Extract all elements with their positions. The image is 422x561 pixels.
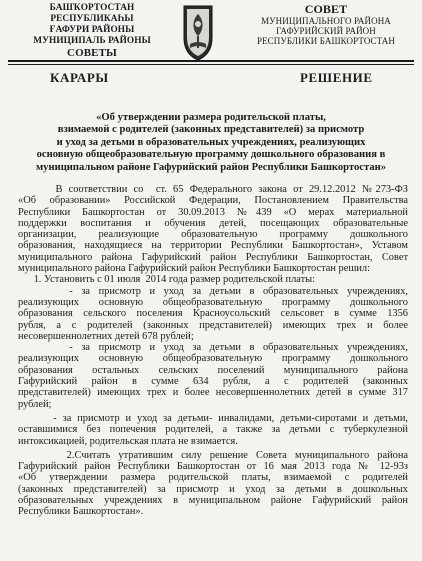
body-line: муниципального района Гафурийский район Республики Башкортостан решил:: [18, 263, 370, 275]
title-line: основную общеобразовательную программу дошкольного образования в: [36, 149, 386, 161]
title-line: «Об утверждении размера родительской платы,: [96, 112, 326, 123]
document-title: [30, 112, 392, 174]
body-line: Гафурийский район в сумме 634 рубля, а с родителей (законных: [18, 376, 408, 388]
body-line: организации, реализующие образовательную программу дошкольного: [18, 229, 408, 241]
body-line: Республики Башкортостан от 30.09.2013 №439 «О мерах материальной: [18, 206, 408, 218]
header-right-line: МУНИЦИПАЛЬНОГО РАЙОНА: [261, 16, 391, 26]
body-line: - за присмотр и уход за детьми в образовательных учреждениях,: [18, 342, 408, 354]
body-line: интоксикацией, родительская плата не взимается.: [18, 435, 238, 447]
header-right-line: ГАФУРИЙСКИЙ РАЙОН: [276, 26, 376, 36]
body-line: поддержки воспитания и обучения детей, посещающих образовательные: [18, 217, 408, 229]
header-left-line: БАШҠОРТОСТАН РЕСПУБЛИКАҺЫ: [49, 3, 135, 24]
body-line: муниципального района Гафурийский район Республики Башкортостан, Совет: [18, 251, 408, 263]
body-line: рубля, а с родителей (законных представителей) имеющих трех и более: [18, 319, 408, 331]
coat-of-arms-icon: [178, 2, 218, 62]
header-divider: [8, 60, 414, 62]
body-line: оставшимися без попечения родителей, а также за детьми с туберкулезной: [18, 424, 408, 436]
body-line: В соответствии со ст. 65 Федерального закона от 29.12.2012 №273-ФЗ: [18, 184, 408, 195]
header-left-line: МУНИЦИПАЛЬ РАЙОНЫ: [33, 36, 151, 46]
body-line: образования остальных сельских поселений муниципального района: [18, 364, 408, 376]
body-line: представителей) имеющих трех и более несовершеннолетних детей в сумме 317: [18, 387, 408, 399]
title-line: муниципальном районе Гафурийский район Республики Башкортостан»: [35, 161, 387, 173]
body-line: реализующих основную общеобразовательную программу дошкольного: [18, 296, 408, 308]
title-line: и уход за детьми в образовательных учреждениях, реализующих: [56, 136, 366, 148]
body-line: - за присмотр и уход за детьми в образовательных учреждениях,: [18, 285, 408, 297]
body-line: (законных представителей) за присмотр и уход за детьми в дошкольных: [18, 483, 408, 495]
body-line: «Об утверждении размера родительской платы, взимаемой с родителей: [18, 472, 408, 484]
document-kind-russian: РЕШЕНИЕ: [300, 70, 373, 85]
body-line: образовательных учреждениях в муниципальном районе Гафурийский район: [18, 495, 408, 507]
body-line: 2.Считать утратившим силу решение Совета муниципального района: [18, 449, 408, 461]
body-line: образования, находящиеся на территории Республики Башкортостан», Уставом: [18, 240, 408, 252]
header-left-bashkir: [14, 3, 170, 59]
header-right-line: РЕСПУБЛИКИ БАШКОРТОСТАН: [256, 36, 396, 46]
document-body: [18, 184, 408, 518]
body-line: - за присмотр и уход за детьми- инвалидами, детьми-сиротами и детьми,: [18, 412, 408, 424]
body-line: 1. Установить с 01 июля 2014 года размер родительской платы:: [18, 274, 316, 286]
body-line: несовершеннолетних детей 678 рублей;: [18, 330, 194, 342]
document-kind-bashkir: КАРАРЫ: [50, 70, 109, 85]
body-line: реализующих основную общеобразовательную программу дошкольного: [18, 353, 408, 365]
header-left-line: СОВЕТЫ: [67, 47, 117, 59]
header-right-russian: [246, 3, 406, 46]
body-line: рублей;: [18, 398, 52, 410]
header-right-line: СОВЕТ: [304, 2, 348, 16]
header-left-line: ҒАФУРИ РАЙОНЫ: [49, 25, 135, 35]
header-divider-thin: [8, 64, 414, 65]
title-line: взимаемой с родителей (законных представителей) за присмотр: [57, 124, 365, 136]
body-line: «Об образовании» Российской Федерации, Постановлением Правительства: [18, 195, 408, 207]
body-line: Республики Башкортостан».: [18, 506, 144, 518]
body-line: образования сельского поселения Красноусольский сельсовет в сумме 1356: [18, 308, 408, 320]
body-line: Гафурийский район Республики Башкортостан от 16 мая 2013 года № 12-93з: [18, 461, 408, 473]
